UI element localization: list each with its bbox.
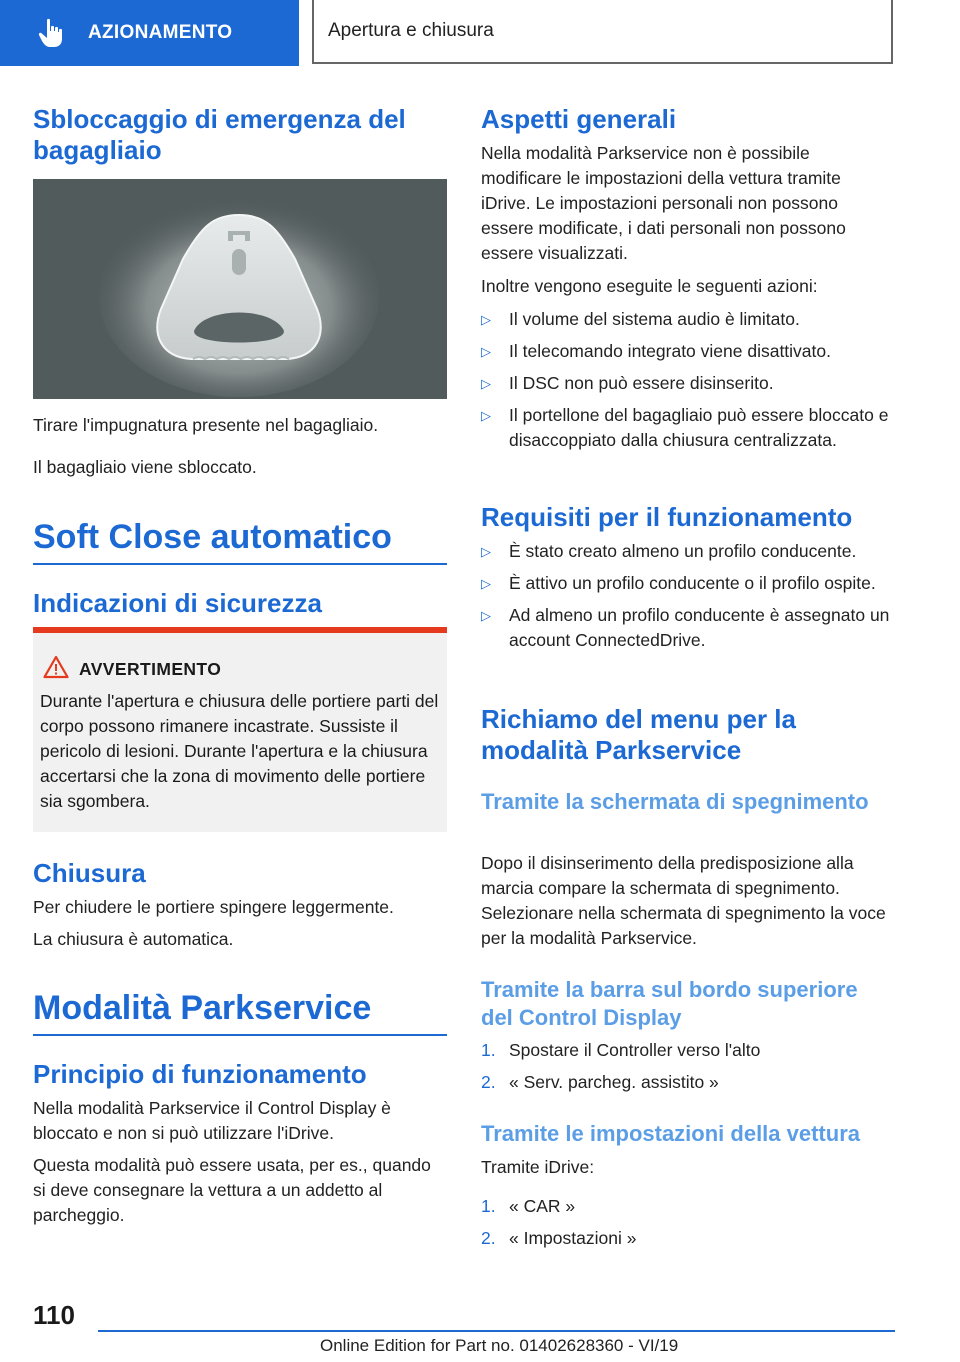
settings-text: Tramite iDrive: bbox=[481, 1157, 595, 1177]
list-item: ▷ Il portellone del bagagliaio può essere bloccato e disaccoppiato dalla chiusura centralizzata. bbox=[481, 405, 889, 450]
emergency-title: Sbloccaggio di emergenza del bagagliaio bbox=[33, 104, 406, 165]
general-text-1: Nella modalità Parkservice non è possibile modificare le impostazioni della vettura tramite iDrive. Le impostazioni personali non possono essere modificate, i dati personali non possono essere visualizzati. bbox=[481, 143, 846, 263]
triangle-bullet-icon: ▷ bbox=[481, 344, 491, 359]
list-item: ▷ Ad almeno un profilo conducente è assegnato un account ConnectedDrive. bbox=[481, 605, 890, 650]
safety-title: Indicazioni di sicurezza bbox=[33, 588, 322, 618]
triangle-bullet-icon: ▷ bbox=[481, 576, 491, 591]
list-item: ▷ Il telecomando integrato viene disattivato. bbox=[481, 339, 895, 364]
hand-pointer-icon bbox=[38, 18, 66, 48]
requirements-list bbox=[481, 539, 895, 660]
bar-steps bbox=[481, 1038, 895, 1102]
softclose-title: Soft Close automatico bbox=[33, 517, 447, 565]
principle-text-2: Questa modalità può essere usata, per es., quando si deve consegnare la vettura a un addetto al parcheggio. bbox=[33, 1155, 431, 1225]
settings-title: Tramite le impostazioni della vettura bbox=[481, 1121, 860, 1146]
section-label: Apertura e chiusura bbox=[328, 20, 494, 41]
chapter-tab[interactable] bbox=[0, 0, 299, 66]
emergency-text-1: Tirare l'impugnatura presente nel bagagliaio. bbox=[33, 415, 379, 435]
triangle-bullet-icon: ▷ bbox=[481, 608, 491, 623]
closing-title: Chiusura bbox=[33, 858, 146, 888]
list-item: 1. Spostare il Controller verso l'alto bbox=[481, 1040, 761, 1060]
requirements-title: Requisiti per il funzionamento bbox=[481, 502, 853, 532]
screen-title: Tramite la schermata di spegnimento bbox=[481, 789, 869, 814]
bar-title: Tramite la barra sul bordo superiore del Control Display bbox=[481, 977, 858, 1030]
chapter-label: AZIONAMENTO bbox=[88, 22, 233, 43]
closing-text-1: Per chiudere le portiere spingere leggermente. bbox=[33, 897, 394, 917]
triangle-bullet-icon: ▷ bbox=[481, 376, 491, 391]
principle-text-1: Nella modalità Parkservice il Control Display è bloccato e non si può utilizzare l'iDrive. bbox=[33, 1098, 391, 1143]
closing-text-2: La chiusura è automatica. bbox=[33, 929, 234, 949]
triangle-bullet-icon: ▷ bbox=[481, 544, 491, 559]
list-item: ▷ Il volume del sistema audio è limitato. bbox=[481, 307, 895, 332]
principle-title: Principio di funzionamento bbox=[33, 1059, 367, 1089]
triangle-bullet-icon: ▷ bbox=[481, 312, 491, 327]
general-text-2: Inoltre vengono eseguite le seguenti azioni: bbox=[481, 276, 818, 296]
general-list bbox=[481, 307, 895, 460]
warning-text: Durante l'apertura e chiusura delle portiere parti del corpo possono rimanere incastrate. Sussiste il pericolo di lesioni. Durante l'apertura e la chiusura accertarsi che la zona di movimento delle portiere sia sgombera. bbox=[40, 691, 439, 811]
parkservice-title: Modalità Parkservice bbox=[33, 988, 447, 1036]
trunk-release-handle-image bbox=[33, 179, 447, 399]
menu-title: Richiamo del menu per la modalità Parkservice bbox=[481, 704, 796, 765]
footer-divider bbox=[98, 1330, 895, 1332]
warning-triangle-icon bbox=[43, 655, 69, 679]
screen-text: Dopo il disinserimento della predisposizione alla marcia compare la schermata di spegnimento. Selezionare nella schermata di spegnimento la voce per la modalità Parkservice. bbox=[481, 853, 886, 948]
triangle-bullet-icon: ▷ bbox=[481, 408, 491, 423]
settings-steps bbox=[481, 1194, 895, 1258]
warning-box bbox=[33, 627, 447, 832]
edition-text: Online Edition for Part no. 01402628360 - VI/19 bbox=[320, 1336, 679, 1355]
list-item: ▷ È attivo un profilo conducente o il profilo ospite. bbox=[481, 571, 895, 596]
section-tab[interactable] bbox=[312, 0, 893, 64]
general-title: Aspetti generali bbox=[481, 104, 677, 134]
page-number: 110 bbox=[33, 1300, 75, 1330]
list-item: ▷ È stato creato almeno un profilo conducente. bbox=[481, 539, 895, 564]
emergency-text-2: Il bagagliaio viene sbloccato. bbox=[33, 457, 257, 477]
warning-title: AVVERTIMENTO bbox=[79, 659, 222, 679]
list-item: 2. « Serv. parcheg. assistito » bbox=[481, 1072, 719, 1092]
list-item: 2. « Impostazioni » bbox=[481, 1228, 637, 1248]
list-item: 1. « CAR » bbox=[481, 1196, 576, 1216]
list-item: ▷ Il DSC non può essere disinserito. bbox=[481, 371, 895, 396]
